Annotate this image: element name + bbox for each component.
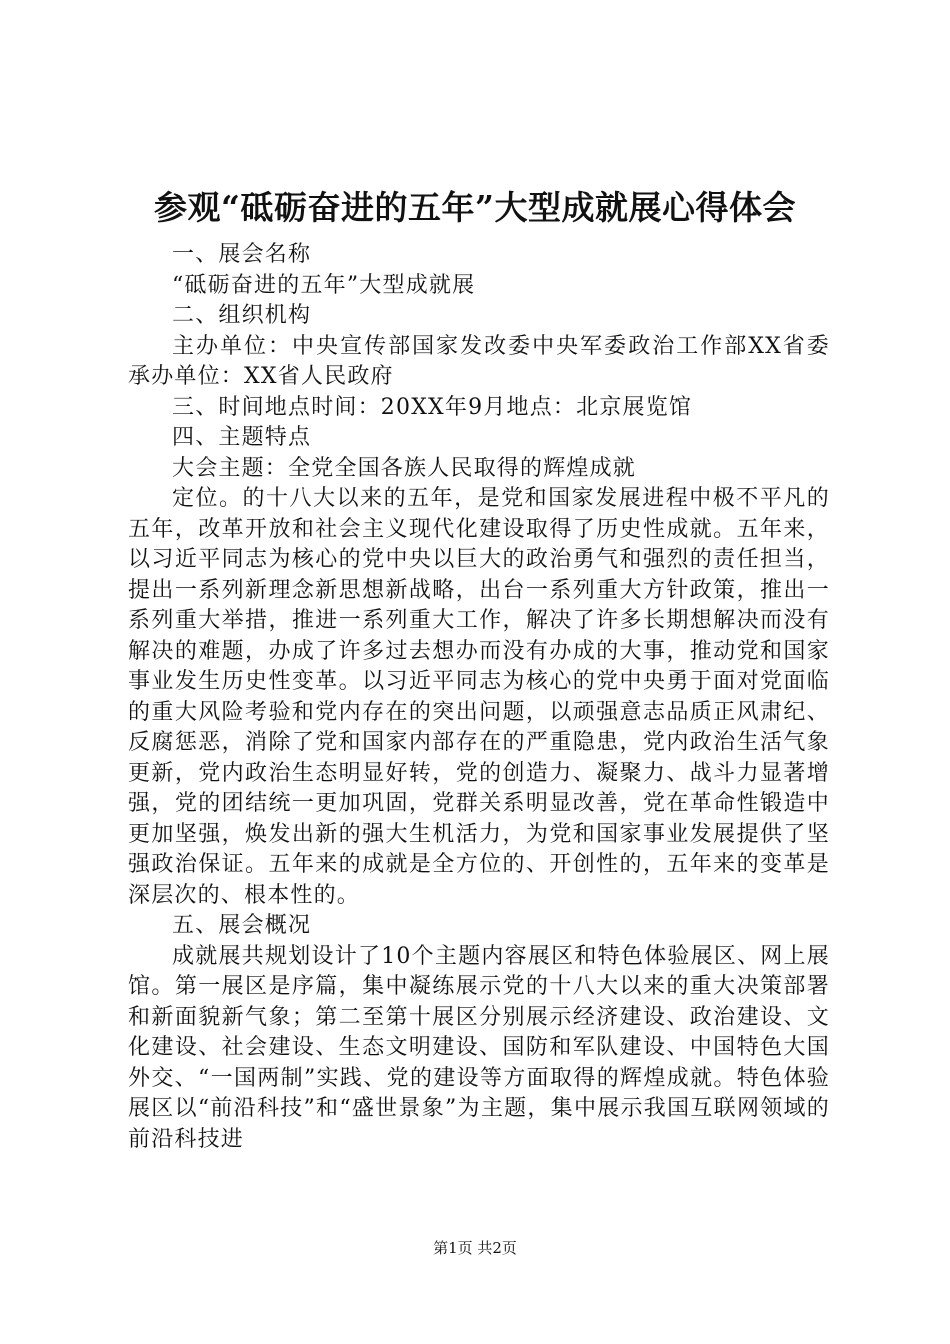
theme-text: 大会主题：全党全国各族人民取得的辉煌成就 — [172, 455, 637, 481]
overview-paragraph: 成就展共规划设计了10个主题内容展区和特色体验展区、网上展馆。第一展区是序篇，集中凝练展示党的十八大以来的重大决策部署和新面貌新气象；第二至第十展区分别展示经济建设、政治建设、文化建设、社会建设、生态文明建设、国防和军队建设、中国特色大国外交、“一国两制”实践、党的建设等方面取得的辉煌成就。特色体验展区以“前沿科技”和“盛世景象”为主题，集中展示我国互联网领域的前沿科技进 — [128, 943, 830, 1152]
section-heading-overview: 五、展会概况 — [172, 913, 312, 938]
time-location-text: 三、时间地点时间：20XX年9月地点：北京展览馆 — [172, 394, 693, 420]
organizers-text: 主办单位：中央宣传部国家发改委中央军委政治工作部XX省委承办单位：XX省人民政府 — [128, 333, 830, 389]
document-body — [128, 240, 830, 1155]
section-heading-theme: 四、主题特点 — [172, 425, 312, 450]
page-footer: 第1页 共2页 — [433, 1239, 517, 1257]
section-heading-exhibition-name: 一、展会名称 — [172, 242, 312, 267]
section-heading-organizers: 二、组织机构 — [172, 303, 312, 328]
positioning-paragraph: 定位。的十八大以来的五年，是党和国家发展进程中极不平凡的五年，改革开放和社会主义现代化建设取得了历史性成就。五年来，以习近平同志为核心的党中央以巨大的政治勇气和强烈的责任担当，提出一系列新理念新思想新战略，出台一系列重大方针政策，推出一系列重大举措，推进一系列重大工作，解决了许多长期想解决而没有解决的难题，办成了许多过去想办而没有办成的大事，推动党和国家事业发生历史性变革。以习近平同志为核心的党中央勇于面对党面临的重大风险考验和党内存在的突出问题，以顽强意志品质正风肃纪、反腐惩恶，消除了党和国家内部存在的严重隐患，党内政治生活气象更新，党内政治生态明显好转，党的创造力、凝聚力、战斗力显著增强，党的团结统一更加巩固，党群关系明显改善，党在革命性锻造中更加坚强，焕发出新的强大生机活力，为党和国家事业发展提供了坚强政治保证。五年来的成就是全方位的、开创性的，五年来的变革是深层次的、根本性的。 — [128, 486, 830, 908]
exhibition-name: “砥砺奋进的五年”大型成就展 — [172, 272, 476, 298]
document-title: 参观“砥砺奋进的五年”大型成就展心得体会 — [154, 188, 796, 227]
